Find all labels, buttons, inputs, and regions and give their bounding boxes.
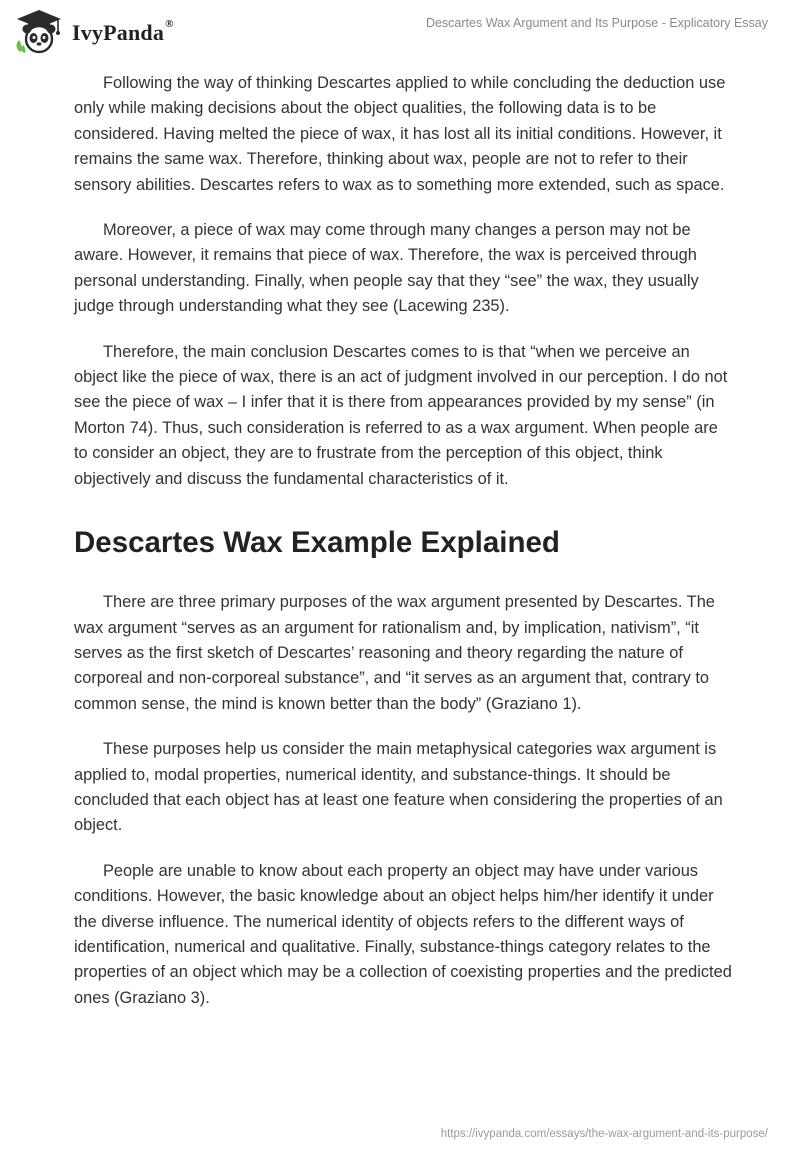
ivypanda-logo[interactable] (14, 8, 174, 54)
panda-graduate-icon (14, 8, 64, 54)
paragraph: There are three primary purposes of the wax argument presented by Descartes. The wax argument “serves as an argument for rationalism and, by implication, nativism”, “it serves as the first sketch of Descartes’ reasoning and theory regarding the nature of corporeal and non-corporeal substance”, and “it serves as an argument that, contrary to common sense, the mind is known better than the body” (Graziano 1). (74, 593, 715, 713)
document-title: Descartes Wax Argument and Its Purpose - Explicatory Essay (425, 16, 768, 30)
page-header (0, 0, 800, 60)
paragraph: People are unable to know about each property an object may have under various conditions. However, the basic knowledge about an object helps him/her identify it under the diverse influence. The numerical identity of objects refers to the different ways of identification, numerical and qualitative. Finally, substance-things category relates to the properties of an object which may be a collection of coexisting properties and the predicted ones (Graziano 3). (74, 861, 732, 1007)
paragraph: These purposes help us consider the main metaphysical categories wax argument is applied to, modal properties, numerical identity, and substance-things. It should be concluded that each object has at least one feature when considering the properties of an object. (74, 740, 723, 835)
logo-text: IvyPanda® (72, 18, 174, 45)
paragraph: Therefore, the main conclusion Descartes comes to is that “when we perceive an object like the piece of wax, there is an act of judgment involved in our perception. I do not see the piece of wax – I infer that it is there from appearances provided by my sense” (in Morton 74). Thus, such consideration is referred to as a wax argument. When people are to consider an object, they are to frustrate from the perception of this object, think objectively and discuss the fundamental characteristics of it. (74, 342, 728, 488)
essay-body (74, 71, 734, 1031)
paragraph: Moreover, a piece of wax may come through many changes a person may not be aware. However, it remains that piece of wax. Therefore, the wax is perceived through personal understanding. Finally, when people say that they “see” the wax, they usually judge through understanding what they see (Lacewing 235). (74, 221, 699, 316)
paragraph: Following the way of thinking Descartes applied to while concluding the deduction use only while making decisions about the object qualities, the following data is to be considered. Having melted the piece of wax, it has lost all its initial conditions. However, it remains the same wax. Therefore, thinking about wax, people are not to refer to their sensory abilities. Descartes refers to wax as to something more extended, such as space. (74, 74, 726, 194)
source-url[interactable]: https://ivypanda.com/essays/the-wax-argument-and-its-purpose/ (440, 1128, 768, 1140)
section-heading: Descartes Wax Example Explained (74, 526, 560, 560)
